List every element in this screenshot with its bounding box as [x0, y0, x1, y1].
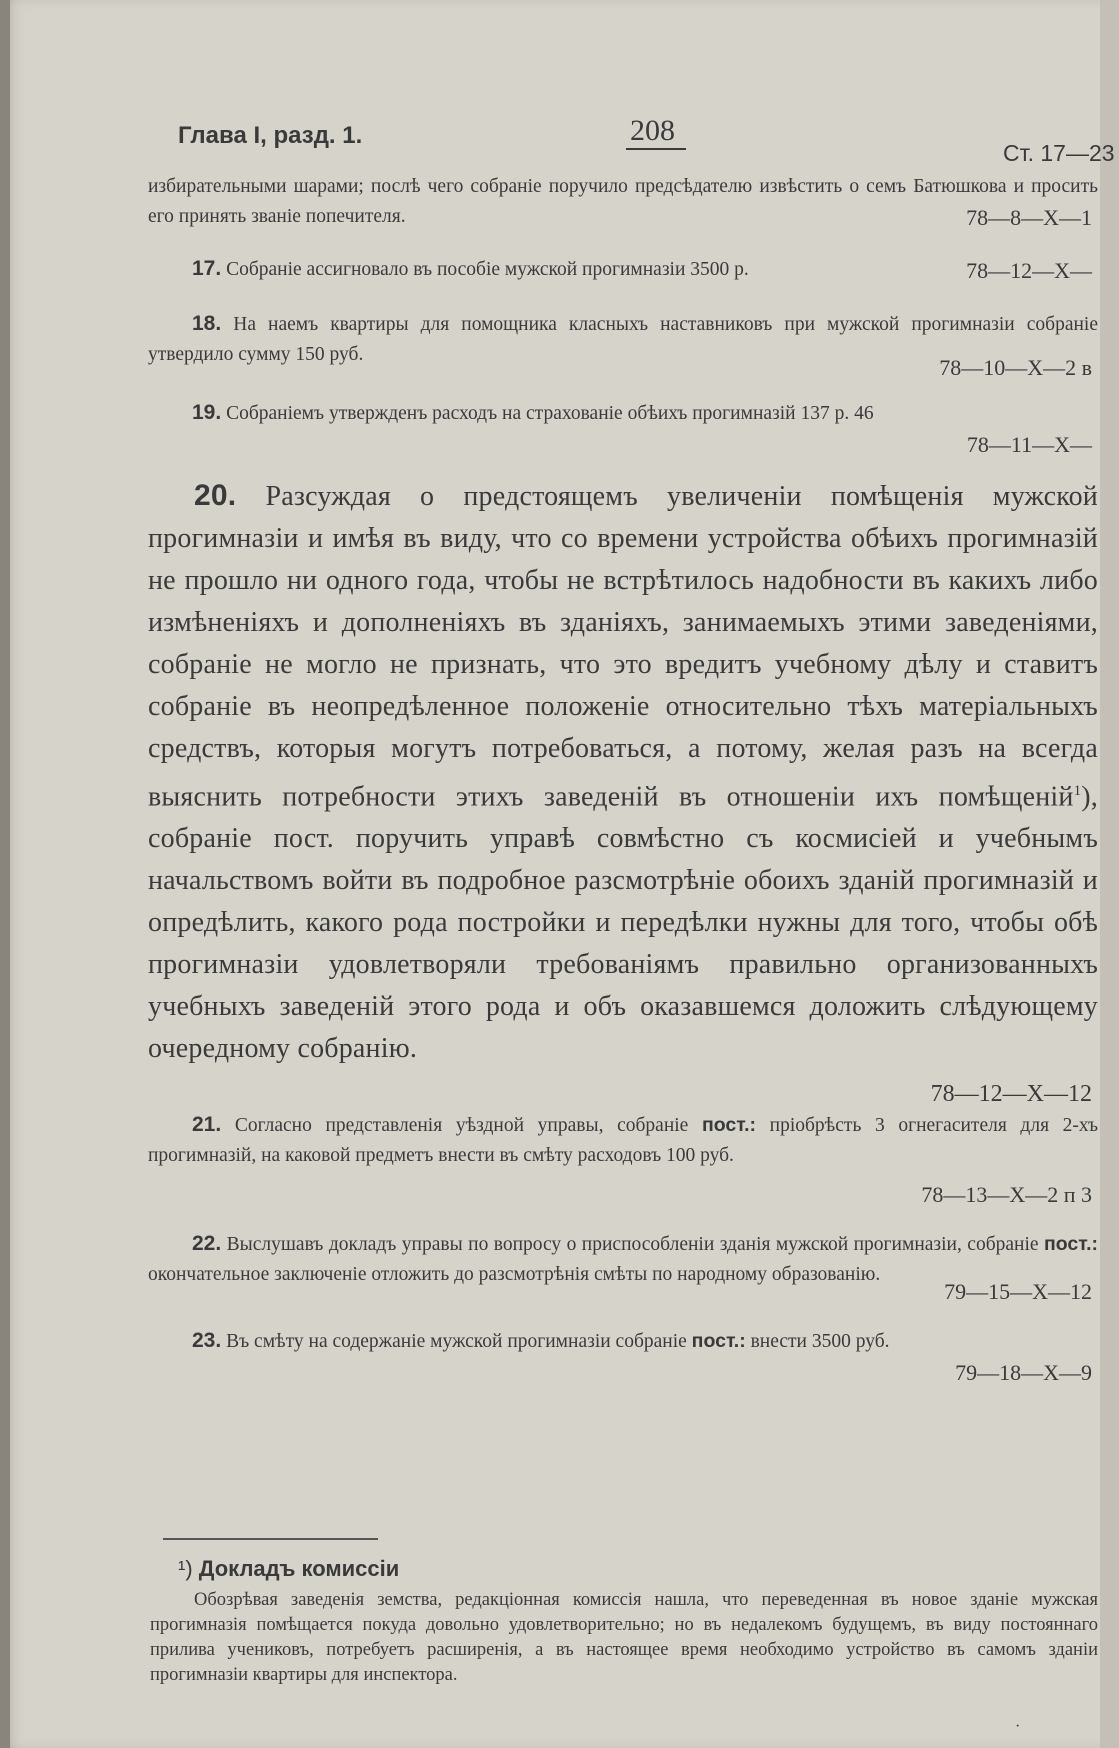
item-21	[148, 1110, 1098, 1211]
item-23	[148, 1326, 1098, 1389]
item-text-continued: ), собраніе пост. поручить управѣ совмѣстно съ космисіей и учебнымъ начальствомъ войти въ подробное разсмотрѣніе обоихъ зданій прогимназій и опредѣлить, какого рода постройки и передѣлки нужны для того, чтобы обѣ прогимназіи удовлетворяли требованіямъ правильно организованныхъ учебныхъ заведеній этого рода и объ оказавшемся доложить слѣдующему очередному собранію.	[148, 781, 1098, 1065]
footnote-divider	[163, 1538, 378, 1540]
decision-marker: пост.:	[691, 1330, 746, 1353]
page-header	[178, 114, 1115, 168]
item-22	[148, 1229, 1098, 1308]
item-number: 20.	[194, 479, 237, 512]
item-text: Разсуждая о предстоящемъ увеличеніи помѣщенія мужской прогимназіи и имѣя въ виду, что со времени устройства обѣихъ прогимназій не прошло ни одного года, чтобы не встрѣтилось надобности въ какихъ либо измѣненіяхъ и дополненіяхъ въ зданіяхъ, занимаемыхъ этими заведеніями, собраніе не могло не признать, что это вредитъ учебному дѣлу и ставитъ собраніе въ неопредѣленное положеніе относительно тѣхъ матеріальныхъ средствъ, которыя могутъ потребоваться, а потому, желая разъ на всегда выяснить потребности этихъ заведеній въ отношеніи ихъ помѣщеній	[148, 481, 1098, 813]
item-reference: 78—10—Х—2 в	[939, 355, 1092, 380]
item-20	[148, 475, 1098, 1110]
item-19	[148, 398, 1098, 461]
decision-marker: пост.:	[1043, 1233, 1099, 1256]
footnote-text: Обозрѣвая заведенія земства, редакціонная комиссія нашла, что переведенная въ новое зданіе мужская прогимназія помѣщается покуда довольно удовлетворительно; но въ недалекомъ будущемъ, въ виду постояннаго прилива учениковъ, потребуетъ расширенія, а въ настоящее время необходимо устройство въ самомъ зданіи прогимназіи квартиры для инспектора.	[150, 1590, 1098, 1685]
item-text: Собраніемъ утвержденъ расходъ на страхованіе обѣихъ прогимназій 137 р. 46	[226, 403, 874, 424]
item-text: Согласно представленія уѣздной управы, собраніе	[234, 1115, 689, 1137]
item-text-continued: окончательное заключеніе отложить до разсмотрѣнія смѣты по народному образованію.	[148, 1264, 881, 1286]
page-number: 208	[630, 114, 675, 147]
item-number: 19.	[192, 401, 222, 424]
column-range: Ст. 17—23	[1003, 140, 1115, 166]
footnote-reference: 1	[1073, 783, 1082, 799]
print-speck: ·	[1015, 1718, 1021, 1735]
item-reference: 78—12—Х—12	[930, 1081, 1092, 1108]
item-reference: 78—11—Х—	[966, 432, 1092, 457]
item-number: 21.	[192, 1113, 222, 1137]
item-number: 22.	[192, 1232, 222, 1256]
item-text-continued: пріобрѣсть 3 огнегасителя для 2-хъ прогимназій, на каковой предметъ внести въ смѣту расходовъ 100 руб.	[148, 1115, 1099, 1167]
item-reference: 78—13—Х—2 п 3	[921, 1182, 1092, 1208]
footnote-title: Докладъ комиссіи	[198, 1556, 400, 1581]
item-17	[148, 254, 1098, 287]
page-number-rule	[626, 148, 686, 150]
item-text: избирательными шарами; послѣ чего собраніе поручило предсѣдателю извѣстить о семъ Батюшкова и просить его принять званіе попечителя.	[148, 176, 1098, 227]
item-text-continued: внести 3500 руб.	[750, 1331, 890, 1353]
item-16-continuation	[148, 172, 1098, 234]
page-edge	[1100, 0, 1119, 1748]
item-text: Выслушавъ докладъ управы по вопросу о приспособленіи зданія мужской прогимназіи, собраніе	[226, 1234, 1039, 1256]
item-number: 17.	[192, 257, 222, 280]
page-binding	[0, 0, 10, 1748]
item-text: Въ смѣту на содержаніе мужской прогимназіи собраніе	[226, 1331, 687, 1353]
item-text: Собраніе ассигновало въ пособіе мужской прогимназіи 3500 р.	[226, 259, 749, 280]
decision-marker: пост.:	[701, 1114, 757, 1137]
item-reference: 79—18—Х—9	[955, 1360, 1092, 1386]
page-body	[148, 172, 1098, 1389]
item-number: 23.	[192, 1329, 222, 1353]
item-reference: 78—12—Х—	[966, 258, 1092, 283]
chapter-heading: Глава I, разд. 1.	[178, 122, 363, 149]
item-reference: 78—8—Х—1	[966, 205, 1092, 230]
item-number: 18.	[192, 312, 222, 335]
item-reference: 79—15—Х—12	[944, 1279, 1092, 1305]
footnote-mark: ¹)	[178, 1556, 193, 1581]
item-text: На наемъ квартиры для помощника класныхъ наставниковъ при мужской прогимназіи собраніе утвердило сумму 150 руб.	[148, 314, 1098, 365]
item-18	[148, 309, 1098, 384]
footnote	[150, 1556, 1098, 1688]
